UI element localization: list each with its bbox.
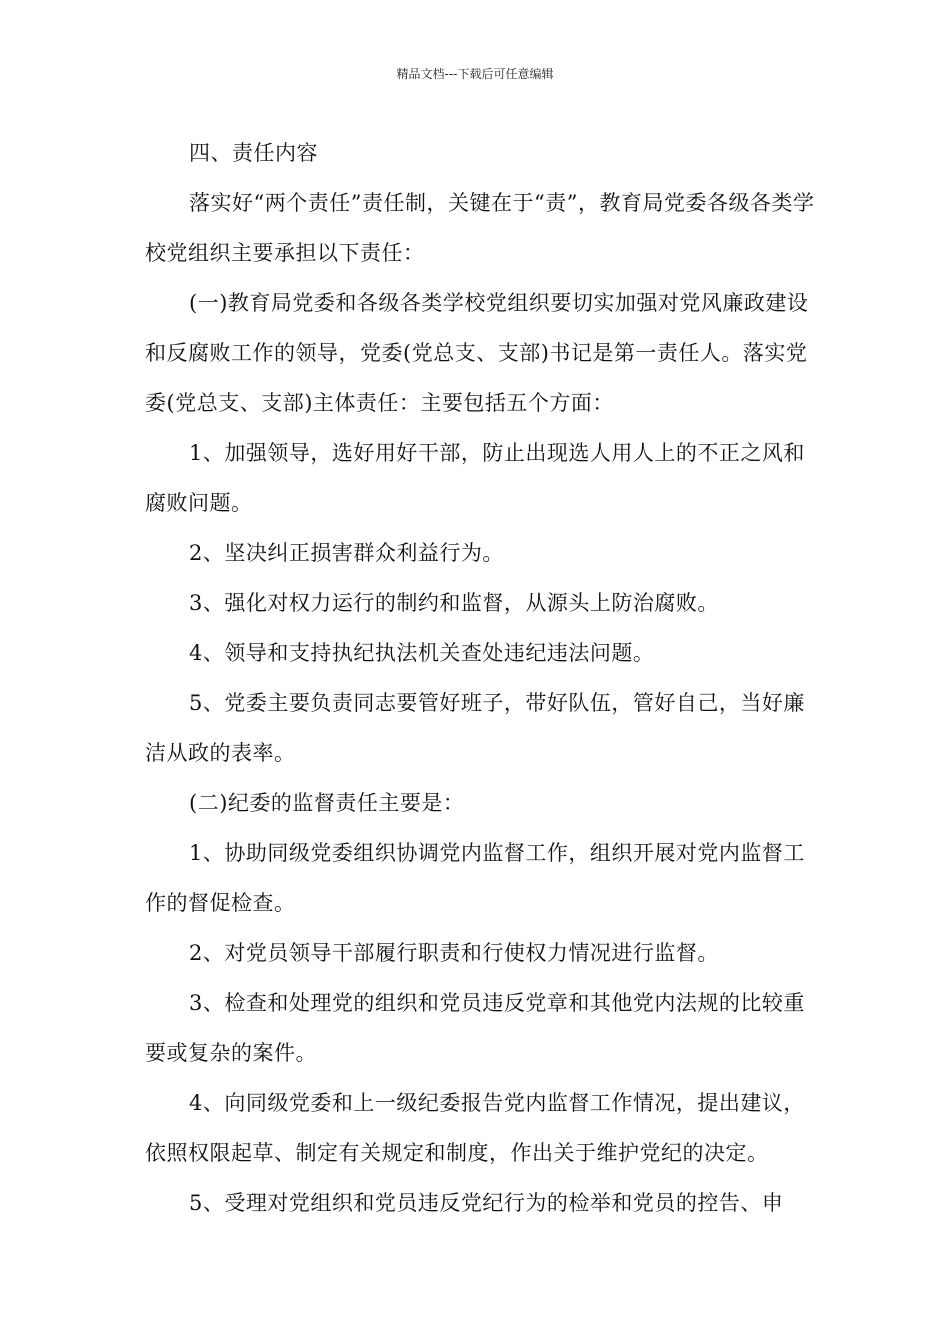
section-heading: 四、责任内容 [189, 141, 318, 165]
list-item: 4、领导和支持执纪执法机关查处违纪违法问题。 [189, 641, 655, 665]
document-body [145, 128, 825, 1228]
list-item: 1、协助同级党委组织协调党内监督工作，组织开展对党内监督工作的督促检查。 [145, 841, 805, 915]
list-item: 5、党委主要负责同志要管好班子，带好队伍，管好自己，当好廉洁从政的表率。 [145, 691, 805, 765]
list-item: 2、坚决纠正损害群众利益行为。 [189, 541, 504, 565]
page-header: 精品文档---下载后可任意编辑 [396, 67, 554, 81]
paragraph: 落实好“两个责任”责任制，关键在于“责”，教育局党委各级各类学校党组织主要承担以下责任： [145, 191, 815, 265]
list-item: 5、受理对党组织和党员违反党纪行为的检举和党员的控告、申 [189, 1191, 784, 1215]
list-item: 3、检查和处理党的组织和党员违反党章和其他党内法规的比较重要或复杂的案件。 [145, 991, 805, 1065]
list-item: 3、强化对权力运行的制约和监督，从源头上防治腐败。 [189, 591, 719, 615]
list-item: 2、对党员领导干部履行职责和行使权力情况进行监督。 [189, 941, 719, 965]
subsection-heading: (二)纪委的监督责任主要是： [189, 791, 465, 815]
paragraph: (一)教育局党委和各级各类学校党组织要切实加强对党风廉政建设和反腐败工作的领导，党委(党总支、支部)书记是第一责任人。落实党委(党总支、支部)主体责任：主要包括五个方面： [145, 291, 809, 415]
list-item: 4、向同级党委和上一级纪委报告党内监督工作情况，提出建议，依照权限起草、制定有关规定和制度，作出关于维护党纪的决定。 [145, 1091, 805, 1165]
list-item: 1、加强领导，选好用好干部，防止出现选人用人上的不正之风和腐败问题。 [145, 441, 805, 515]
